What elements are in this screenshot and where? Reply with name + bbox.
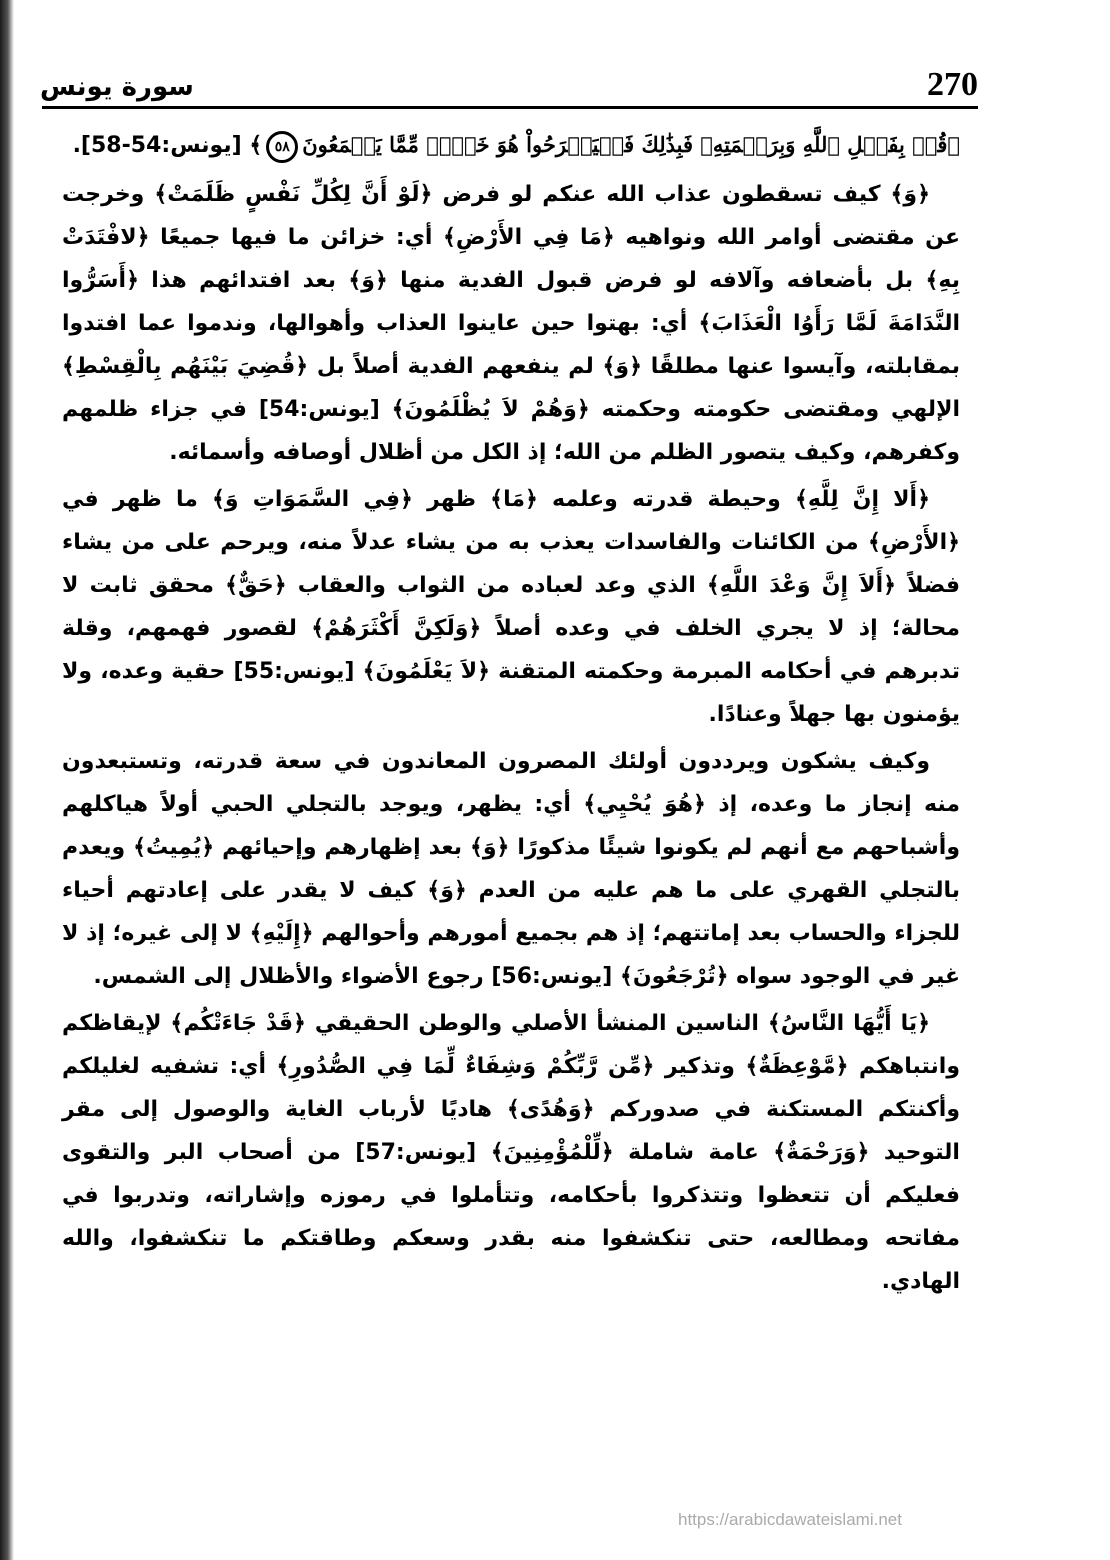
- commentary-paragraph-4: ﴿يَا أَيُّهَا النَّاسُ﴾ الناسين المنشأ الأصلي والوطن الحقيقي ﴿قَدْ جَاءَتْكُم﴾ لإيقاظكم وانتباهكم ﴿مَّوْعِظَةٌ﴾ وتذكير ﴿مِّن رَّبِّكُمْ وَشِفَاءٌ لِّمَا فِي الصُّدُورِ﴾ أي: تشفيه لغليلكم وأكنتكم المستكنة في صدوركم ﴿وَهُدًى﴾ هاديًا لأرباب الغاية والوصول إلى مقر التوحيد ﴿وَرَحْمَةٌ﴾ عامة شاملة ﴿لِّلْمُؤْمِنِينَ﴾ [يونس:57] من أصحاب البر والتقوى فعليكم أن تتعظوا وتتذكروا بأحكامه، وتتأملوا في رموزه وإشاراته، وتدربوا في مفاتحه ومطالعه، حتى تنكشفوا منه بقدر وسعكم وطاقتكم ما تنكشفوا، والله الهادي.: [62, 1011, 960, 1294]
- commentary-paragraph-2: ﴿أَلا إِنَّ لِلَّهِ﴾ وحيطة قدرته وعلمه ﴿مَا﴾ ظهر ﴿فِي السَّمَوَاتِ وَ﴾ ما ظهر في ﴿الأَرْضِ﴾ من الكائنات والفاسدات يعذب به من يشاء عدلاً منه، ويرحم على من يشاء فضلاً ﴿أَلاَ إِنَّ وَعْدَ اللَّهِ﴾ الذي وعد لعباده من الثواب والعقاب ﴿حَقٌّ﴾ محقق ثابت لا محالة؛ إذ لا يجري الخلف في وعده أصلاً ﴿وَلَكِنَّ أَكْثَرَهُمْ﴾ لقصور فهمهم، وقلة تدبرهم في أحكامه المبرمة وحكمته المتقنة ﴿لاَ يَعْلَمُونَ﴾ [يونس:55] حقية وعده، ولا يؤمنون بها جهلاً وعنادًا.: [62, 487, 960, 727]
- commentary-paragraph-1: ﴿وَ﴾ كيف تسقطون عذاب الله عنكم لو فرض ﴿لَوْ أَنَّ لِكُلِّ نَفْسٍ ظَلَمَتْ﴾ وخرجت عن مقتضى أوامر الله ونواهيه ﴿مَا فِي الأَرْضِ﴾ أي: خزائن ما فيها جميعًا ﴿لافْتَدَتْ بِهِ﴾ بل بأضعافه وآلافه لو فرض قبول الفدية منها ﴿وَ﴾ بعد افتدائهم هذا ﴿أَسَرُّوا النَّدَامَةَ لَمَّا رَأَوُا الْعَذَابَ﴾ أي: بهتوا حين عاينوا العذاب وأهوالها، وندموا عما افتدوا بمقابلته، وآيسوا عنها مطلقًا ﴿وَ﴾ لم ينفعهم الفدية أصلاً بل ﴿قُضِيَ بَيْنَهُم بِالْقِسْطِ﴾ الإلهي ومقتضى حكومته وحكمته ﴿وَهُمْ لاَ يُظْلَمُونَ﴾ [يونس:54] في جزاء ظلمهم وكفرهم، وكيف يتصور الظلم من الله؛ إذ الكل من أظلال أوصافه وأسمائه.: [62, 182, 960, 465]
- ayah-number-marker: ٥٨: [266, 131, 298, 163]
- header-rule: [42, 106, 978, 109]
- verse-reference: ﴾ [يونس:54-58].: [72, 133, 263, 158]
- page-header: [40, 52, 978, 102]
- quran-verse: [62, 120, 960, 171]
- verse-text: ﴿قُلۡ بِفَضۡلِ ٱللَّهِ وَبِرَحۡمَتِهِۦ فَبِذَٰلِكَ فَلۡيَفۡرَحُواْ هُوَ خَيۡرٞ مِّمَّا يَجۡمَعُونَ: [302, 132, 960, 157]
- commentary-paragraph-3: وكيف يشكون ويرددون أولئك المصرون المعاندون في سعة قدرته، وتستبعدون منه إنجاز ما وعده، إذ ﴿هُوَ يُحْيِي﴾ أي: يظهر، ويوجد بالتجلي الحبي أولاً هياكلهم وأشباحهم مع أنهم لم يكونوا شيئًا مذكورًا ﴿وَ﴾ بعد إظهارهم وإحيائهم ﴿يُمِيتُ﴾ ويعدم بالتجلي القهري على ما هم عليه من العدم ﴿وَ﴾ كيف لا يقدر على إعادتهم أحياء للجزاء والحساب بعد إماتتهم؛ إذ هم بجميع أمورهم وأحوالهم ﴿إِلَيْهِ﴾ لا إلى غيره؛ إذ لا غير في الوجود سواه ﴿تُرْجَعُونَ﴾ [يونس:56] رجوع الأضواء والأظلال إلى الشمس.: [62, 749, 960, 989]
- page-body: [62, 120, 960, 1510]
- website-watermark: https://arabicdawateislami.net: [678, 1510, 902, 1529]
- scan-shadow-edge: [0, 0, 14, 1560]
- page-number: 270: [927, 66, 978, 103]
- surah-title: سورة يونس: [40, 72, 194, 102]
